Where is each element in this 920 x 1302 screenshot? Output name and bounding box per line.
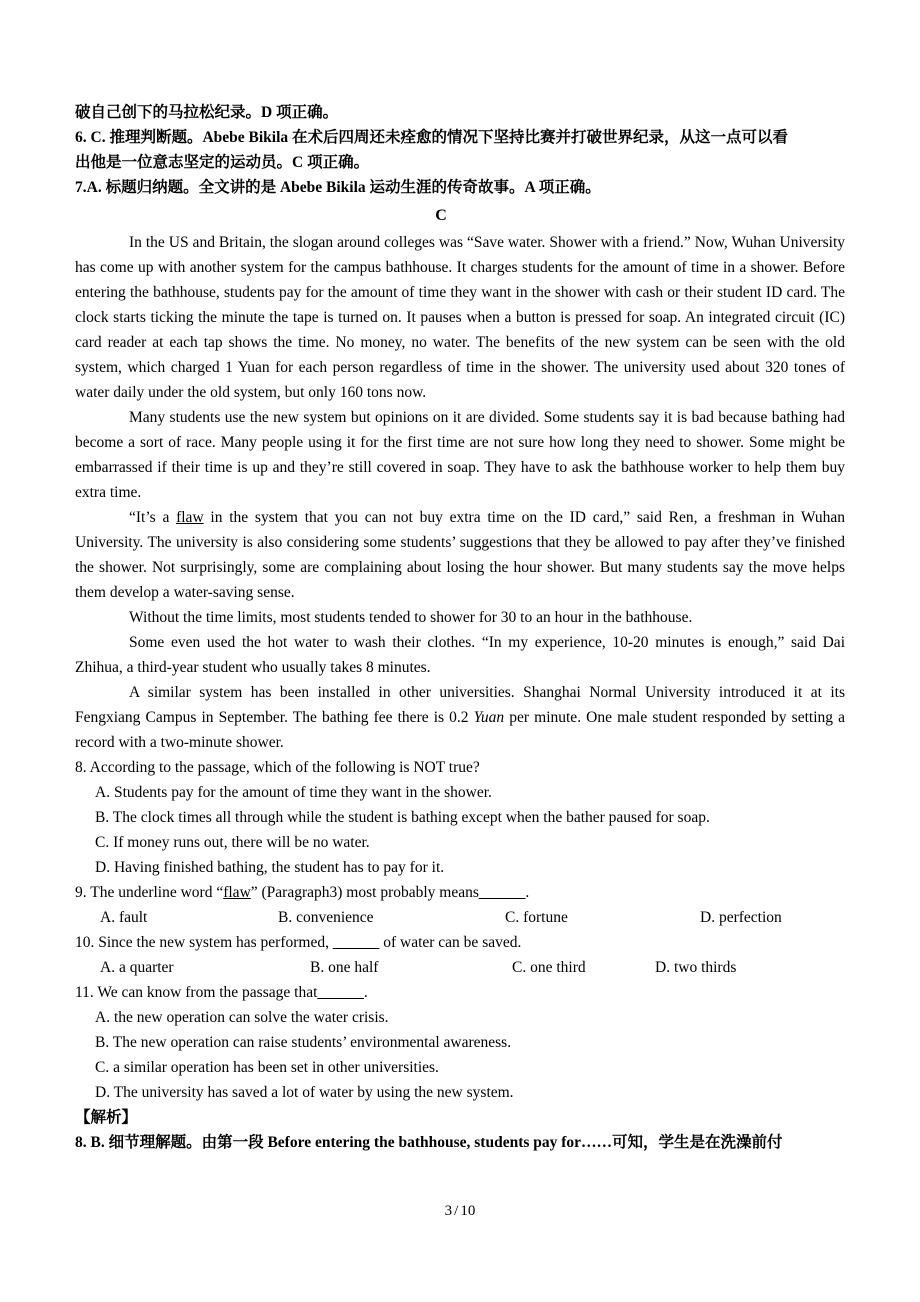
analysis-line-7: 7.A. 标题归纳题。全文讲的是 Abebe Bikila 运动生涯的传奇故事。A 项正确。 [75, 179, 601, 196]
paragraph-6-text-after: per minute. One male student responded by setting a record with a two-minute shower. [75, 709, 845, 751]
analysis-bottom-line-8: 8. B. 细节理解题。由第一段 Before entering the bathhouse, students pay for……可知，学生是在洗澡前付 [75, 1134, 783, 1151]
footer-page-total: 10 [460, 1203, 476, 1219]
question-10-option-c[interactable]: C. one third [512, 959, 586, 976]
question-11-stem-before: 11. We can know from the passage that [75, 984, 318, 1001]
question-9-answer-blank[interactable]: ______ [478, 884, 526, 901]
analysis-line-6: 6. C. 推理判断题。Abebe Bikila 在术后四周还未痊愈的情况下坚持比赛并打破世界纪录，从这一点可以看 [75, 129, 789, 146]
page-footer [0, 1203, 920, 1220]
question-10-options-row [75, 955, 845, 980]
paragraph-3-text-after: in the system that you can not buy extra time on the ID card,” said Ren, a freshman in Wuhan University. The university is also considering some students’ suggestions that they be allowed to pay after they’ve finished the shower. Not surprisingly, some are complaining about losing the hour shower. But many students say the move helps them develop a water-saving sense. [75, 509, 845, 601]
question-9-option-d[interactable]: D. perfection [700, 909, 782, 926]
flaw-underlined-word: flaw [176, 509, 204, 526]
footer-separator: / [454, 1203, 459, 1219]
question-9-options-row [75, 905, 845, 930]
question-11 [75, 980, 845, 1105]
reading-passage [75, 230, 845, 755]
question-11-stem [75, 980, 845, 1005]
analysis-line-6-cont: 出他是一位意志坚定的运动员。C 项正确。 [75, 154, 370, 171]
question-10-stem [75, 930, 845, 955]
question-11-option-a[interactable]: A. the new operation can solve the water crisis. [95, 1009, 389, 1026]
paragraph-3-text-before: “It’s a [129, 509, 177, 526]
analysis-top-block [75, 100, 845, 200]
question-10-stem-before: 10. Since the new system has performed, [75, 934, 333, 951]
section-letter-heading: C [435, 207, 447, 224]
question-10-stem-after: of water can be saved. [379, 934, 522, 951]
analysis-bottom-block [75, 1105, 845, 1155]
passage-paragraph-4: Without the time limits, most students tended to shower for 30 to an hour in the bathhouse. [129, 609, 693, 626]
question-8-option-b[interactable]: B. The clock times all through while the student is bathing except when the bather paused for soap. [95, 809, 710, 826]
passage-paragraph-5: Some even used the hot water to wash their clothes. “In my experience, 10-20 minutes is enough,” said Dai Zhihua, a third-year student who usually takes 8 minutes. [75, 634, 845, 676]
analysis-line-5-tail: 破自己创下的马拉松纪录。D 项正确。 [75, 104, 339, 121]
footer-page-number: 3 [444, 1203, 453, 1219]
question-9-option-c[interactable]: C. fortune [505, 909, 568, 926]
question-10-option-d[interactable]: D. two thirds [655, 959, 737, 976]
paragraph-6-text-before: A similar system has been installed in other universities. Shanghai Normal University introduced it at its Fengxiang Campus in September. The bathing fee there is 0.2 [75, 684, 845, 726]
question-9-stem-after: . [525, 884, 530, 901]
analysis-bottom-heading: 【解析】 [75, 1109, 138, 1126]
question-10-answer-blank[interactable]: ______ [332, 934, 380, 951]
question-8-option-d[interactable]: D. Having finished bathing, the student has to pay for it. [95, 859, 445, 876]
question-10 [75, 930, 845, 980]
page-content [75, 100, 845, 1155]
question-11-stem-after: . [363, 984, 368, 1001]
passage-paragraph-3 [75, 505, 845, 605]
question-8-stem: 8. According to the passage, which of the following is NOT true? [75, 759, 480, 776]
question-11-option-d[interactable]: D. The university has saved a lot of water by using the new system. [95, 1084, 514, 1101]
question-9-stem-before: 9. The underline word “ [75, 884, 224, 901]
question-11-option-c[interactable]: C. a similar operation has been set in other universities. [95, 1059, 439, 1076]
question-9-flaw-word: flaw [223, 884, 251, 901]
question-11-option-b[interactable]: B. The new operation can raise students’ environmental awareness. [95, 1034, 512, 1051]
question-8 [75, 755, 845, 880]
question-9-option-a[interactable]: A. fault [100, 909, 148, 926]
question-11-answer-blank[interactable]: ______ [317, 984, 364, 1001]
passage-paragraph-2: Many students use the new system but opinions on it are divided. Some students say it is bad because bathing had become a sort of race. Many people using it for the first time are not sure how long they need to shower. Some might be embarrassed if their time is up and they’re still covered in soap. They have to ask the bathhouse worker to help them buy extra time. [75, 409, 845, 501]
yuan-italic-word: Yuan [473, 709, 505, 726]
question-8-option-c[interactable]: C. If money runs out, there will be no water. [95, 834, 370, 851]
question-10-option-b[interactable]: B. one half [310, 959, 379, 976]
question-9-stem-mid: ” (Paragraph3) most probably means [250, 884, 479, 901]
question-10-option-a[interactable]: A. a quarter [100, 959, 174, 976]
passage-paragraph-6 [75, 680, 845, 755]
passage-paragraph-1: In the US and Britain, the slogan around colleges was “Save water. Shower with a friend.” Now, Wuhan University has come up with another system for the campus bathhouse. It charges students for the amount of time in a shower. Before entering the bathhouse, students pay for the amount of time they want in the shower with cash or their student ID card. The clock starts ticking the minute the tape is turned on. It pauses when a button is pressed for soap. An integrated circuit (IC) card reader at each tap shows the time. No money, no water. The benefits of the new system can be seen with the old system, which charged 1 Yuan for each person regardless of time in the shower. The university used about 320 tones of water daily under the old system, but only 160 tons now. [75, 234, 845, 401]
question-9 [75, 880, 845, 930]
question-9-stem [75, 880, 845, 905]
question-9-option-b[interactable]: B. convenience [278, 909, 374, 926]
question-8-option-a[interactable]: A. Students pay for the amount of time they want in the shower. [95, 784, 492, 801]
